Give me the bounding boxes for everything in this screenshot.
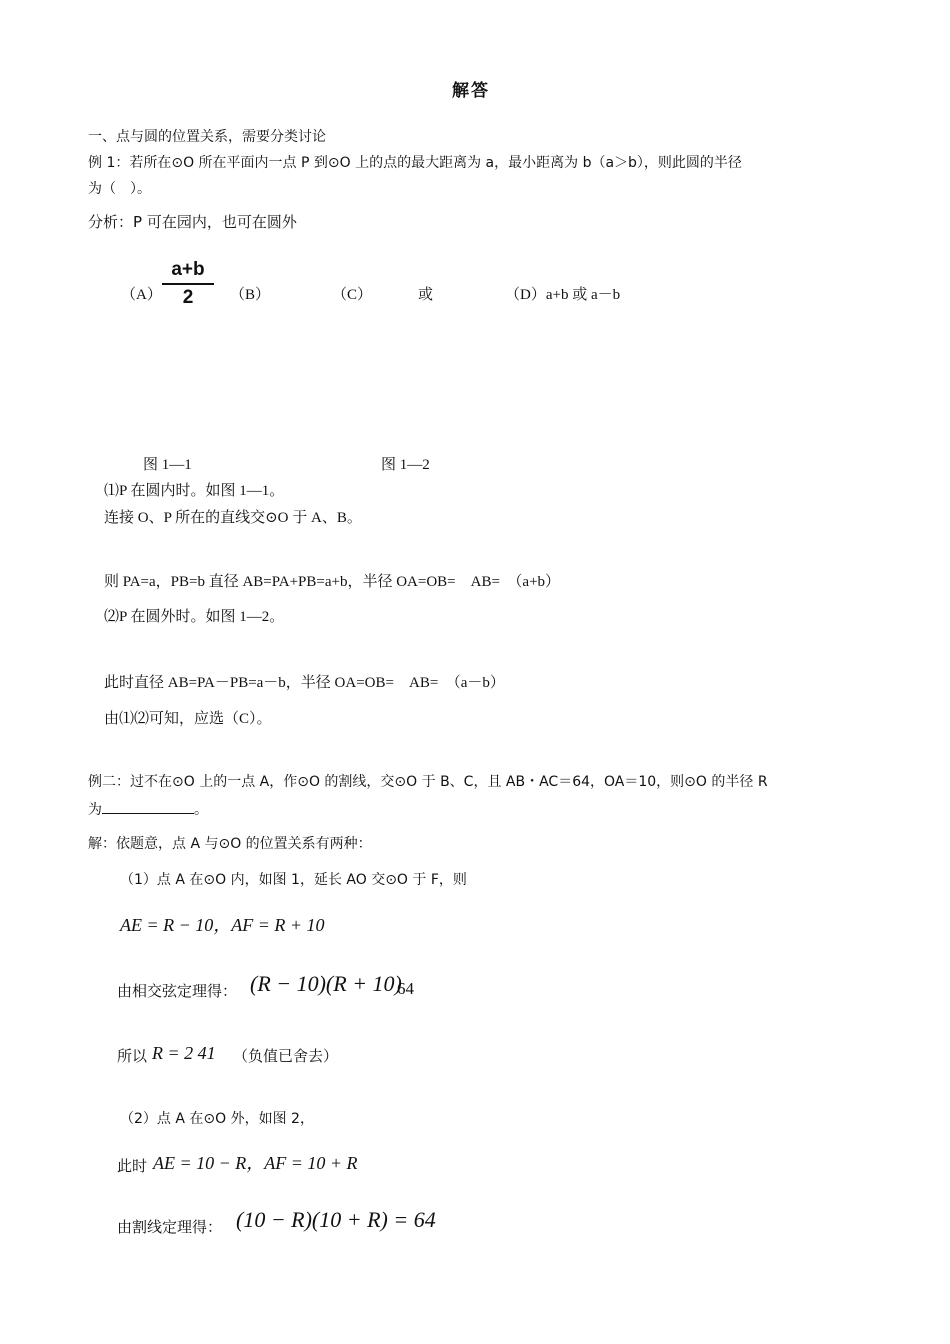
example1-line1: 例 1：若所在⊙O 所在平面内一点 P 到⊙O 上的点的最大距离为 a，最小距离为 b（a＞b），则此圆的半径 <box>88 155 742 171</box>
option-or-word: 或 <box>418 287 434 303</box>
page-title: 解答 <box>452 81 490 100</box>
option-a-numerator: a+b <box>171 259 205 280</box>
then2-text: 此时直径 AB=PA－PB=a－b，半径 OA=OB= AB= （a－b） <box>104 675 505 691</box>
fraction-bar <box>162 283 214 285</box>
example2-case1: （1）点 A 在⊙O 内，如图 1，延长 AO 交⊙O 于 F，则 <box>120 872 467 888</box>
option-b-label: （B） <box>230 287 271 303</box>
example2-case2: （2）点 A 在⊙O 外，如图 2， <box>120 1111 314 1127</box>
answer-blank <box>102 799 194 814</box>
example2-line2 <box>88 799 208 819</box>
section1-heading: 一、点与圆的位置关系，需要分类讨论 <box>88 129 326 145</box>
option-a-label: （A） <box>121 287 162 303</box>
then1-text: 则 PA=a，PB=b 直径 AB=PA+PB=a+b，半径 OA=OB= AB= （a+b） <box>104 574 561 590</box>
example2-line1: 例二：过不在⊙O 上的一点 A，作⊙O 的割线，交⊙O 于 B、C，且 AB・AC＝64，OA＝10，则⊙O 的半径 R <box>88 774 768 790</box>
figure-1-2-caption: 图 1—2 <box>381 457 430 473</box>
equation-ae-af-inside: AE = R − 10，AF = R + 10 <box>120 915 325 935</box>
option-a-denominator: 2 <box>182 287 194 308</box>
case2-text: ⑵P 在圆外时。如图 1—2。 <box>104 609 285 625</box>
radius-result: R = 2 41 <box>152 1043 216 1063</box>
connect-text: 连接 O、P 所在的直线交⊙O 于 A、B。 <box>104 510 362 526</box>
example1-analysis: 分析：P 可在园内，也可在圆外 <box>88 213 297 231</box>
example2-line2-end: 。 <box>194 802 208 818</box>
figure-1-1-caption: 图 1—1 <box>143 457 192 473</box>
secant-theorem-expression: (10 − R)(10 + R) = 64 <box>236 1207 436 1232</box>
option-d-label: （D）a+b 或 a－b <box>505 287 621 303</box>
conclusion-text: 由⑴⑵可知，应选（C）。 <box>104 711 272 727</box>
equation-ae-af-outside: AE = 10 − R，AF = 10 + R <box>153 1153 358 1173</box>
chord-theorem-value: 64 <box>397 979 414 998</box>
option-c-label: （C） <box>332 287 373 303</box>
negative-discarded-note: （负值已舍去） <box>233 1049 339 1065</box>
example2-line2-start: 为 <box>88 802 102 818</box>
chord-theorem-expression: (R − 10)(R + 10) <box>250 971 402 996</box>
example1-line2: 为（ ）。 <box>88 181 151 197</box>
chord-theorem-prefix: 由相交弦定理得： <box>117 984 238 1000</box>
case1-text: ⑴P 在圆内时。如图 1—1。 <box>104 483 285 499</box>
solution-intro: 解：依题意，点 A 与⊙O 的位置关系有两种： <box>88 836 372 852</box>
so-prefix: 所以 <box>117 1049 148 1065</box>
now-prefix: 此时 <box>117 1159 148 1175</box>
secant-theorem-prefix: 由割线定理得： <box>117 1220 223 1236</box>
option-a-fraction <box>162 258 214 310</box>
